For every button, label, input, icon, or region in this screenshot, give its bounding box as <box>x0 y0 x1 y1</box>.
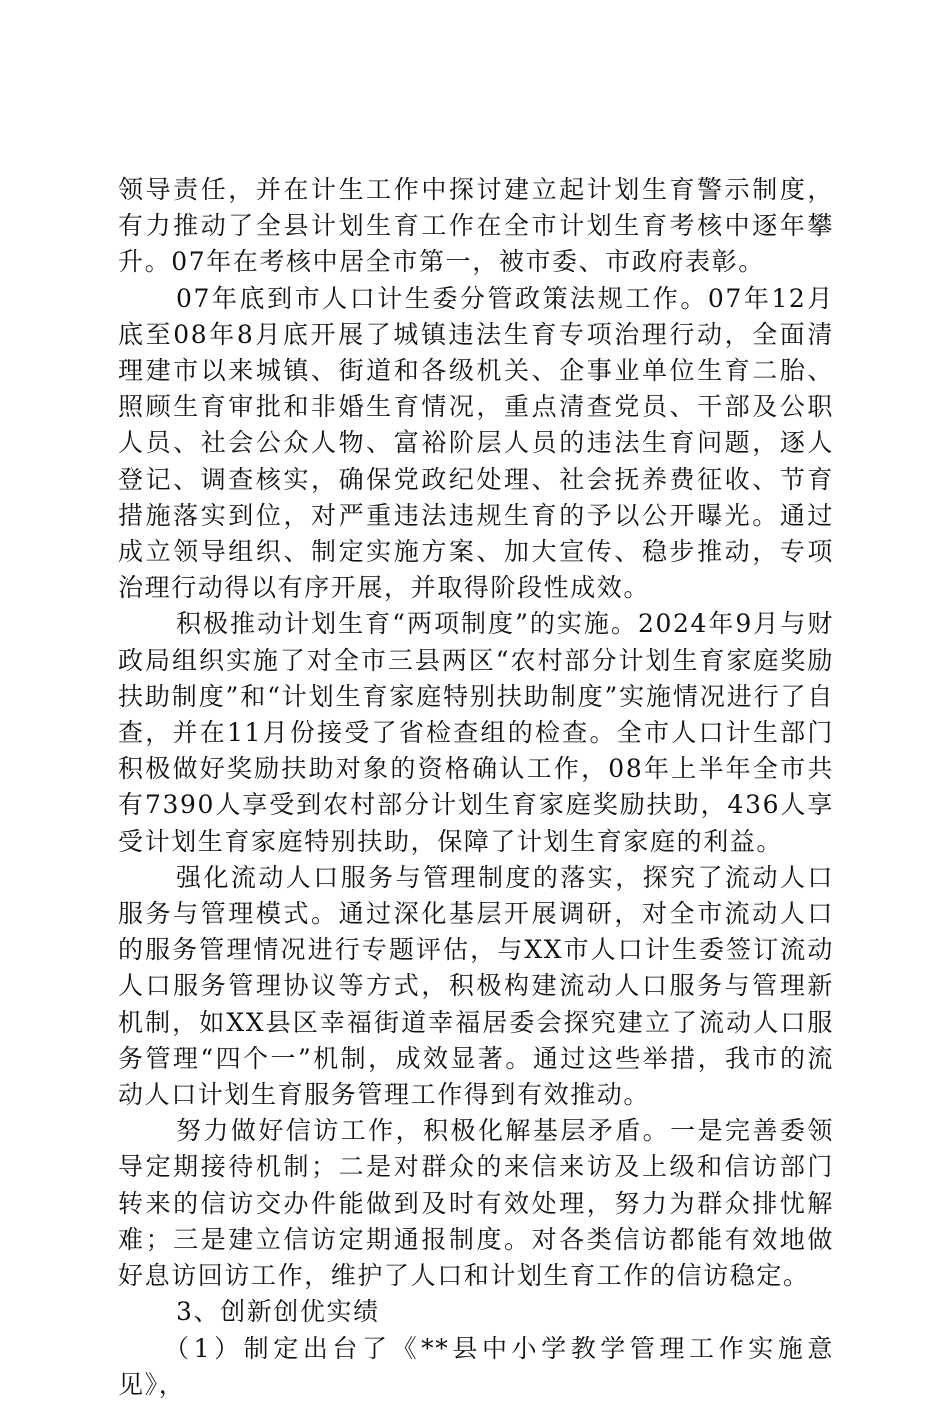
paragraph-two-systems: 积极推动计划生育“两项制度”的实施。2024年9月与财政局组织实施了对全市三县两区“农村部分计划生育家庭奖励扶助制度”和“计划生育家庭特别扶助制度”实施情况进行了自查，并在11月份接受了省检查组的检查。全市人口计生部门积极做好奖励扶助对象的资格确认工作，08年上半年全市共有7390人享受到农村部分计划生育家庭奖励扶助，436人享受计划生育家庭特别扶助，保障了计划生育家庭的利益。 <box>118 609 834 856</box>
paragraph-petition-work: 努力做好信访工作，积极化解基层矛盾。一是完善委领导定期接待机制；二是对群众的来信来访及上级和信访部门转来的信访交办件能做到及时有效处理，努力为群众排忧解难；三是建立信访定期通报制度。对各类信访都能有效地做好息访回访工作，维护了人口和计划生育工作的信访稳定。 <box>118 1116 834 1291</box>
section-heading: 3、创新创优实绩 <box>176 1297 380 1327</box>
document-body <box>118 172 834 1403</box>
paragraph-floating-population: 强化流动人口服务与管理制度的落实，探究了流动人口服务与管理模式。通过深化基层开展调研，对全市流动人口的服务管理情况进行专题评估，与XX市人口计生委签订流动人口服务管理协议等方式，积极构建流动人口服务与管理新机制，如XX县区幸福街道幸福居委会探究建立了流动人口服务管理“四个一”机制，成效显著。通过这些举措，我市的流动人口计划生育服务管理工作得到有效推动。 <box>118 862 834 1110</box>
list-item: （1）制定出台了《**县中小学教学管理工作实施意见》， <box>118 1333 834 1399</box>
paragraph-continuation: 领导责任，并在计生工作中探讨建立起计划生育警示制度，有力推动了全县计划生育工作在全市计划生育考核中逐年攀升。07年在考核中居全市第一，被市委、市政府表彰。 <box>118 175 834 277</box>
paragraph-policy-work: 07年底到市人口计生委分管政策法规工作。07年12月底至08年8月底开展了城镇违法生育专项治理行动，全面清理建市以来城镇、街道和各级机关、企事业单位生育二胎、照顾生育审批和非婚生育情况，重点清查党员、干部及公职人员、社会公众人物、富裕阶层人员的违法生育问题，逐人登记、调查核实，确保党政纪处理、社会抚养费征收、节育措施落实到位，对严重违法违规生育的予以公开曝光。通过成立领导组织、制定实施方案、加大宣传、稳步推动，专项治理行动得以有序开展，并取得阶段性成效。 <box>118 283 834 603</box>
